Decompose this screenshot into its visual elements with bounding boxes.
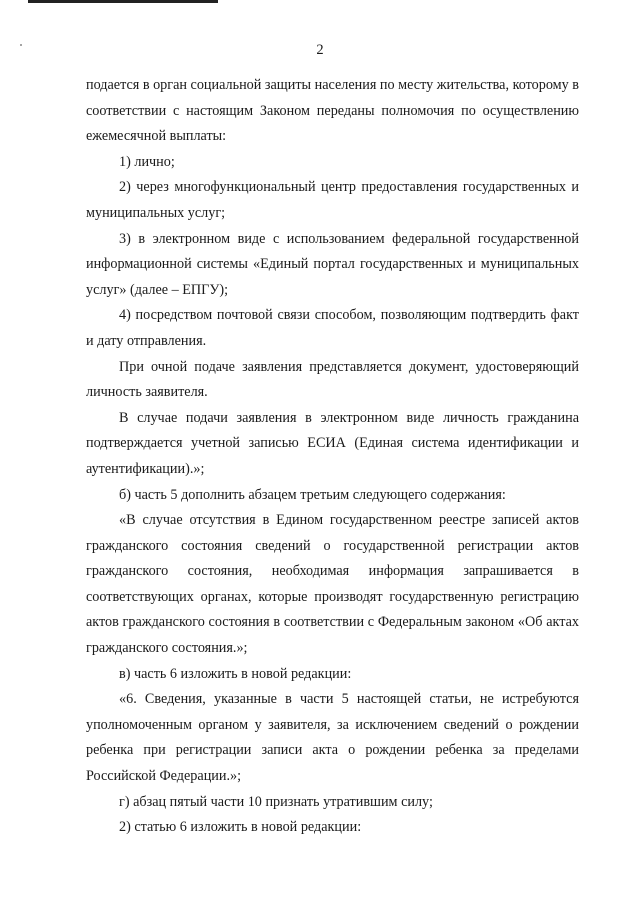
scan-border-line bbox=[28, 0, 218, 3]
list-item-3: 3) в электронном виде с использованием федеральной государственной информационной системы «Единый портал государственных и муниципальных услуг» (далее – ЕПГУ); bbox=[86, 230, 579, 298]
list-item-4: 4) посредством почтовой связи способом, позволяющим подтвердить факт и дату отправления. bbox=[86, 307, 579, 349]
paragraph-amendment-v: в) часть 6 изложить в новой редакции: bbox=[119, 665, 352, 682]
document-body bbox=[86, 73, 579, 841]
list-item-2: 2) через многофункциональный центр предоставления государственных и муниципальных услуг; bbox=[86, 179, 579, 221]
paragraph-article6: 2) статью 6 изложить в новой редакции: bbox=[119, 819, 362, 836]
paragraph-in-person: При очной подаче заявления представляется документ, удостоверяющий личность заявителя. bbox=[86, 358, 579, 401]
paragraph-intro: подается в орган социальной защиты населения по месту жительства, которому в соответствии с настоящим Законом переданы полномочия по осуществлению ежемесячной выплаты: bbox=[86, 77, 579, 145]
paragraph-amendment-g: г) абзац пятый части 10 признать утратившим силу; bbox=[119, 793, 433, 810]
list-item-1: 1) лично; bbox=[119, 153, 175, 170]
paragraph-quote-registry: «В случае отсутствия в Едином государственном реестре записей актов гражданского состояния сведений о государственной регистрации актов гражданского состояния, необходимая информация запрашивается в соответствующих органах, которые производят государственную регистрацию актов гражданского состояния в соответствии с Федеральным законом «Об актах гражданского состояния.»; bbox=[86, 512, 579, 657]
paragraph-amendment-b: б) часть 5 дополнить абзацем третьим следующего содержания: bbox=[119, 486, 506, 503]
paragraph-electronic: В случае подачи заявления в электронном виде личность гражданина подтверждается учетной записью ЕСИА (Единая система идентификации и аутентификации).»; bbox=[86, 409, 579, 477]
paragraph-quote-part6: «6. Сведения, указанные в части 5 настоящей статьи, не истребуются уполномоченным органом у заявителя, за исключением сведений о рождении ребенка при регистрации записи акта о рождении ребенка за пределами Российской Федерации.»; bbox=[86, 691, 579, 785]
page-number: 2 bbox=[316, 42, 324, 58]
